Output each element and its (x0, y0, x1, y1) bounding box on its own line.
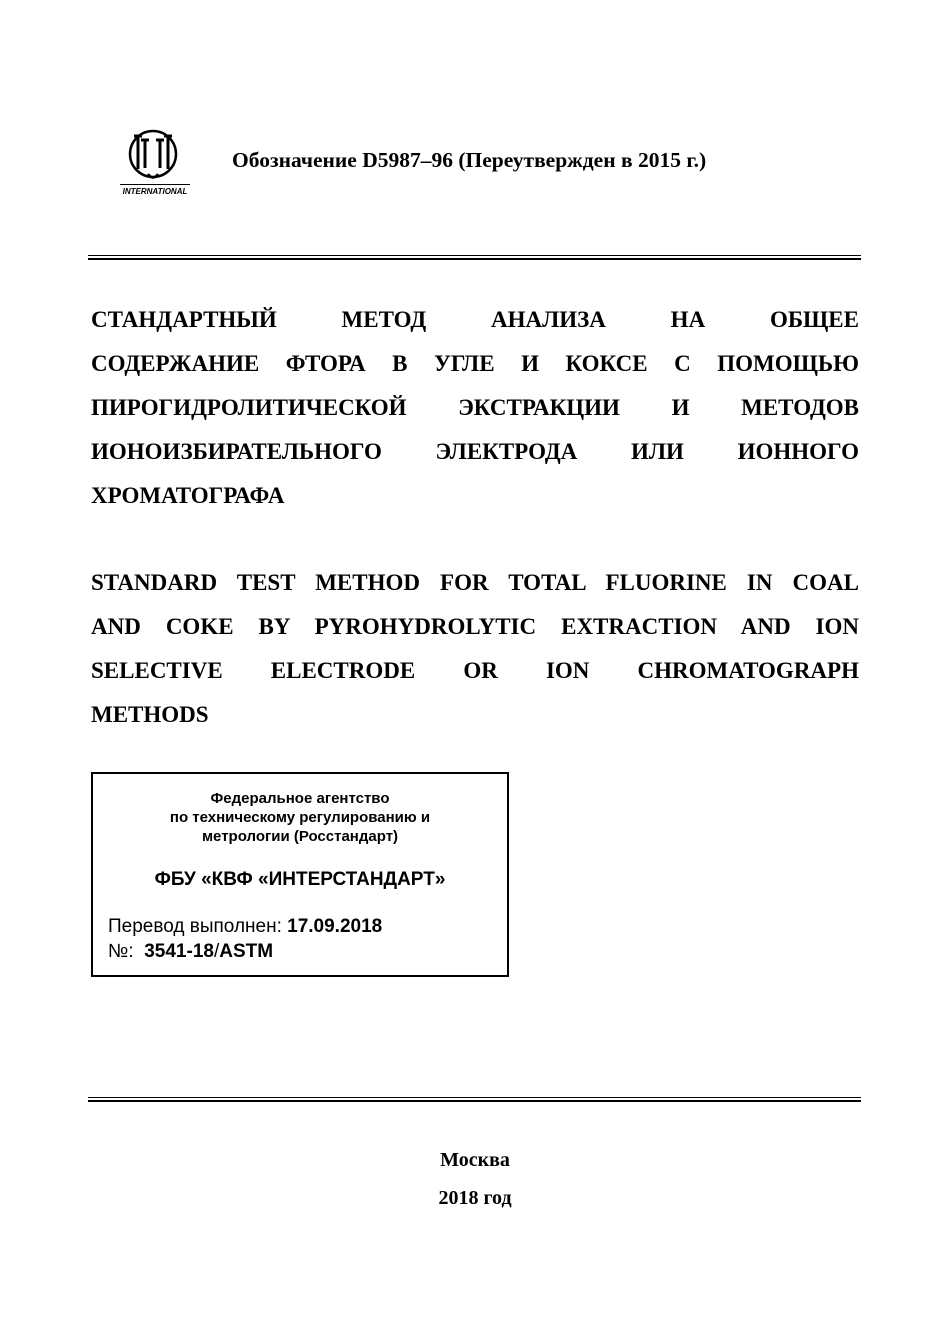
title-en-line: AND COKE BY PYROHYDROLYTIC EXTRACTION AND ION (91, 614, 859, 639)
translation-stamp (91, 772, 509, 977)
top-divider (88, 255, 861, 260)
agency-line: метрологии (Росстандарт) (201, 828, 399, 845)
year: 2018 год (438, 1187, 512, 1209)
translation-number-label: №: (108, 941, 145, 962)
agency-line: Федеральное агентство (210, 790, 390, 807)
title-ru-line: ПИРОГИДРОЛИТИЧЕСКОЙ ЭКСТРАКЦИИ И МЕТОДОВ (91, 395, 859, 420)
title-ru-line: ИОНОИЗБИРАТЕЛЬНОГО ЭЛЕКТРОДА ИЛИ ИОННОГО (91, 439, 859, 464)
agency-name (93, 789, 507, 846)
translation-date-label: Перевод выполнен: (108, 916, 288, 937)
title-ru-line: СОДЕРЖАНИЕ ФТОРА В УГЛЕ И КОКСЕ С ПОМОЩЬЮ (91, 351, 859, 376)
title-ru-line: ХРОМАТОГРАФА (91, 483, 285, 508)
title-russian (91, 298, 859, 518)
bottom-divider (88, 1097, 861, 1102)
translation-date: 17.09.2018 (287, 916, 383, 937)
translation-date-line (108, 916, 382, 938)
astm-logo-icon (112, 128, 198, 198)
title-ru-line: СТАНДАРТНЫЙ МЕТОД АНАЛИЗА НА ОБЩЕЕ (91, 307, 859, 332)
agency-line: по техническому регулированию и (169, 809, 431, 826)
svg-text:INTERNATIONAL: INTERNATIONAL (122, 187, 188, 196)
translation-number-line (108, 941, 273, 963)
title-en-line: STANDARD TEST METHOD FOR TOTAL FLUORINE IN COAL (91, 570, 859, 595)
translation-number: 3541-18 (144, 941, 214, 962)
city: Москва (440, 1149, 510, 1171)
organization-name: ФБУ «КВФ «ИНТЕРСТАНДАРТ» (154, 869, 446, 890)
translation-number-suffix: ASTM (219, 941, 274, 962)
standard-designation: Обозначение D5987–96 (Переутвержден в 2015 г.) (232, 148, 707, 172)
title-en-line: METHODS (91, 702, 209, 727)
translation-number-separator: / (213, 941, 220, 962)
title-english (91, 561, 859, 737)
title-en-line: SELECTIVE ELECTRODE OR ION CHROMATOGRAPH (91, 658, 859, 683)
astm-logo (112, 128, 198, 198)
